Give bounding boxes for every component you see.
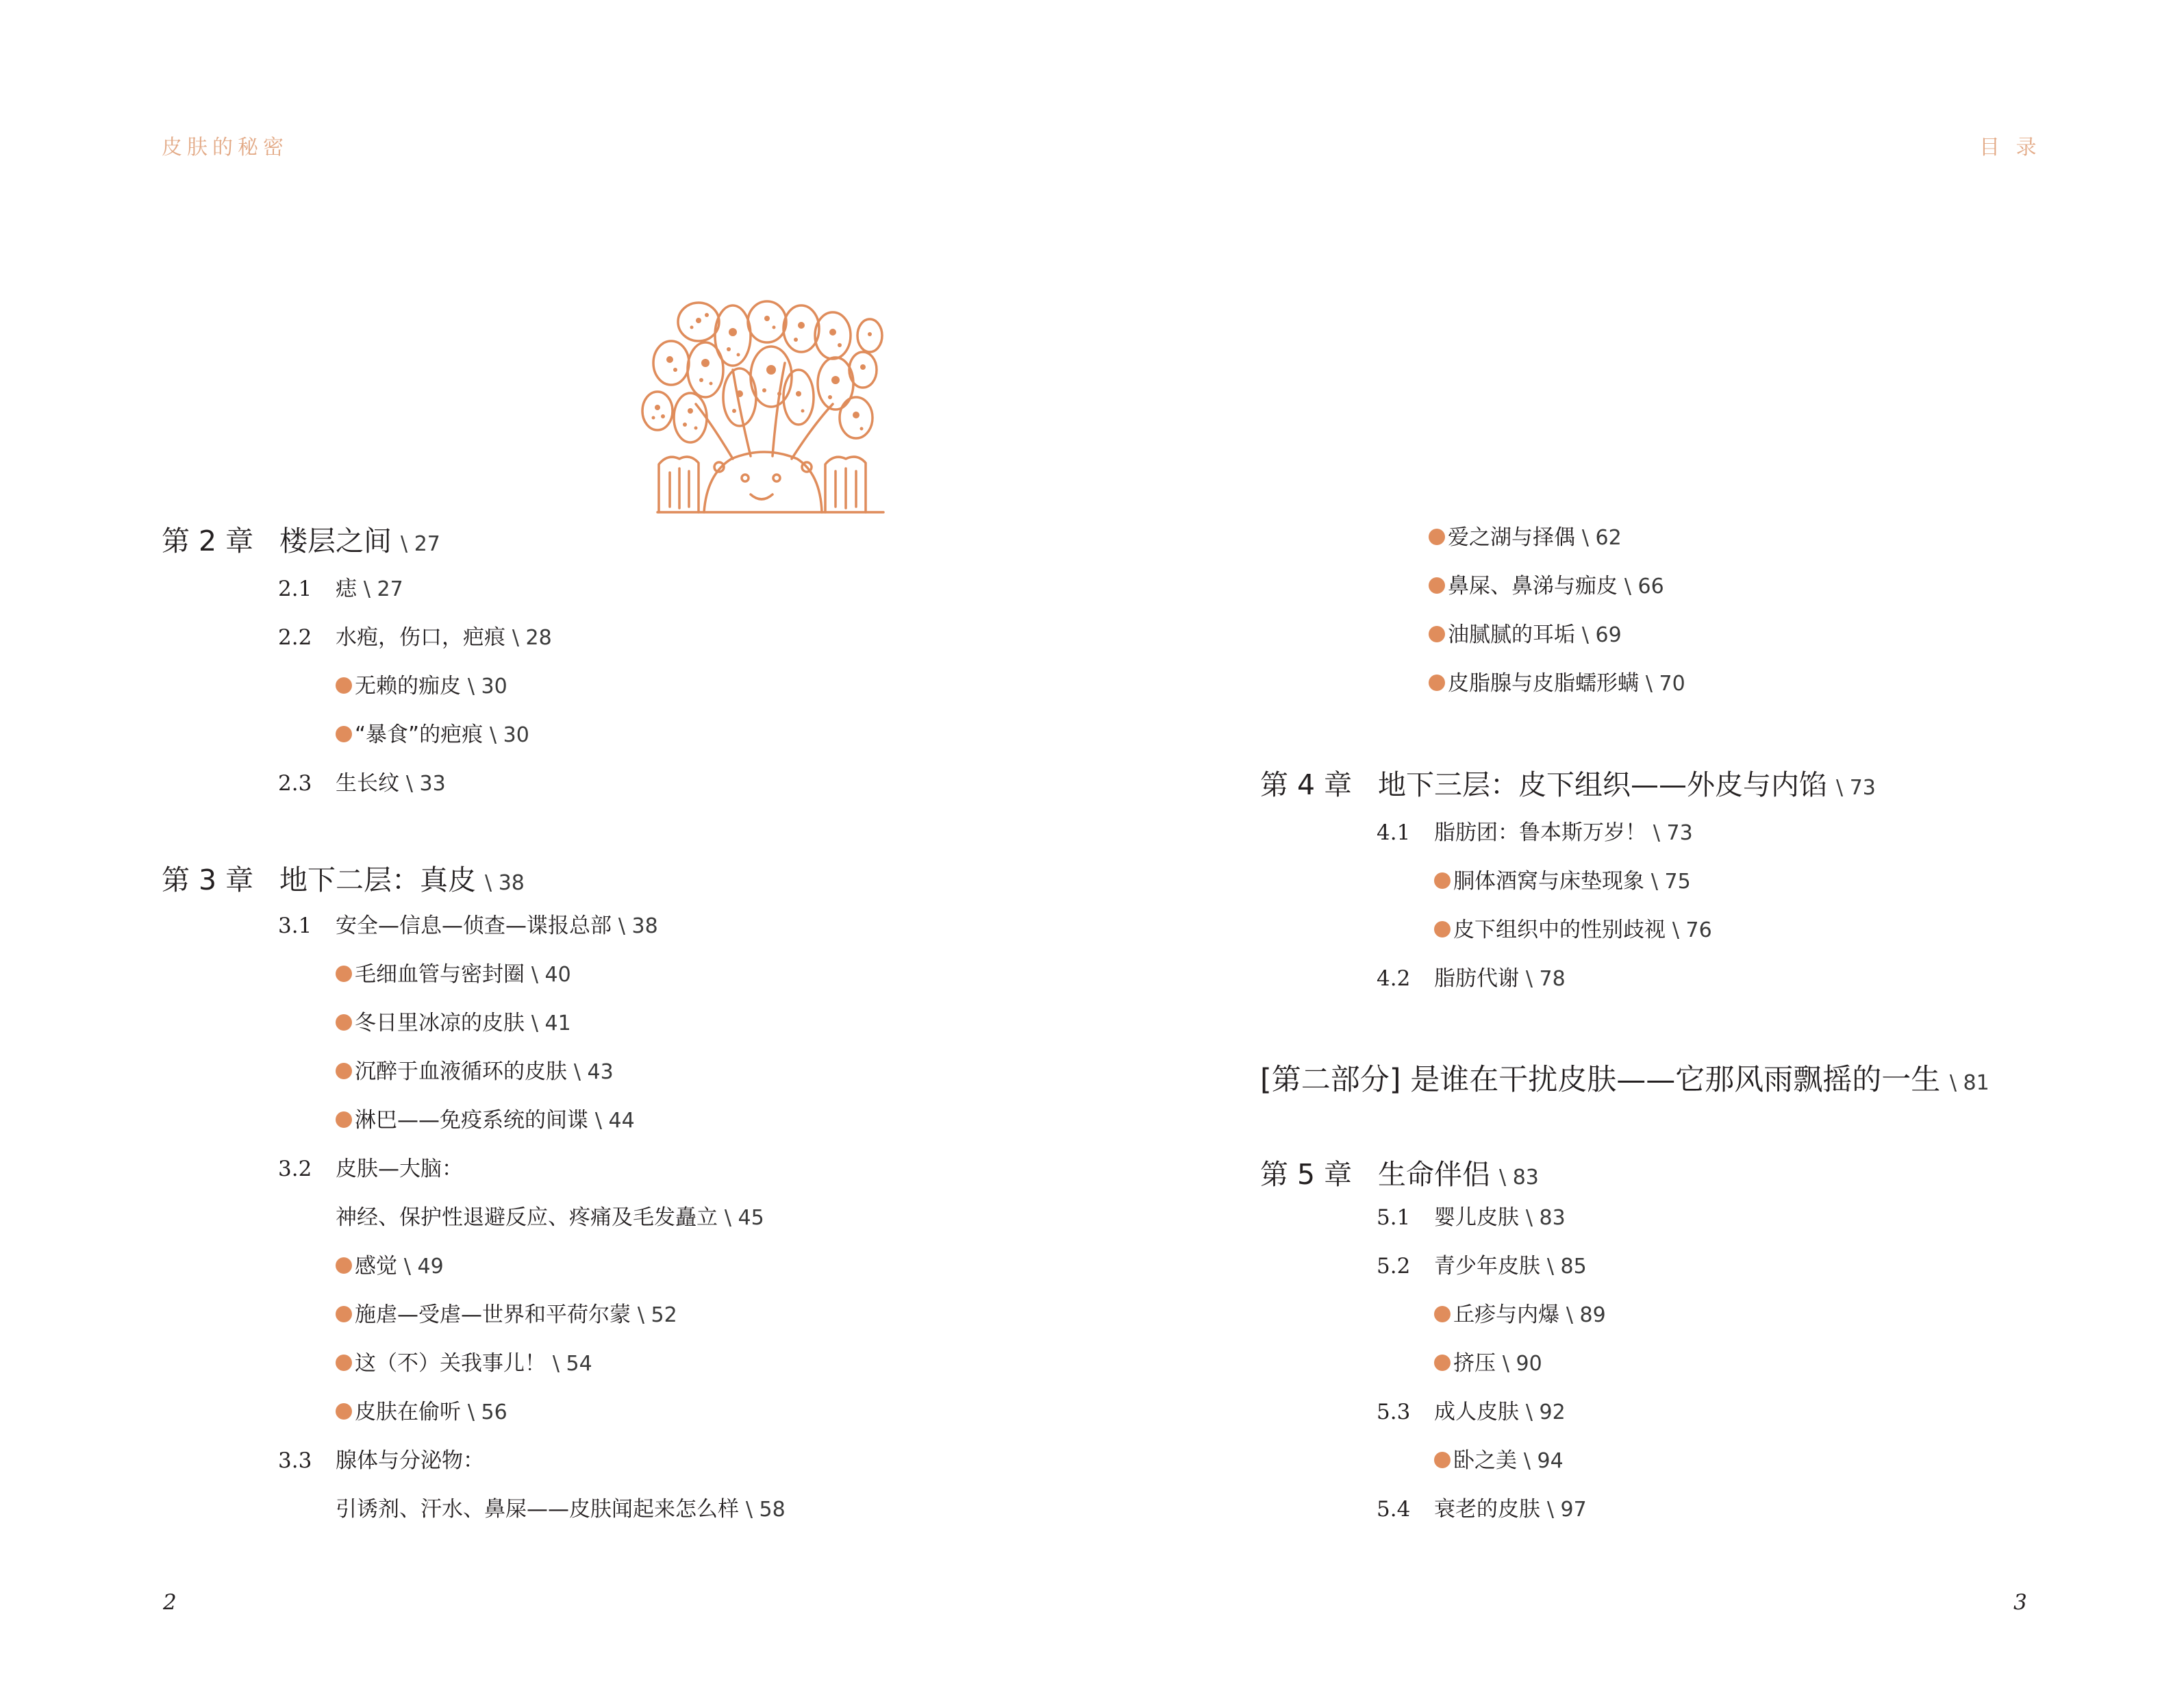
entry-title: 皮肤在偷听 bbox=[355, 1400, 461, 1424]
bullet-dot-icon bbox=[1429, 529, 1445, 545]
entry-title: 卧之美 bbox=[1453, 1448, 1517, 1473]
bullet-dot-icon bbox=[1434, 1355, 1451, 1371]
entry-title: 成人皮肤 bbox=[1434, 1400, 1519, 1424]
toc-section[interactable] bbox=[1377, 958, 1924, 999]
page-number: \ 41 bbox=[531, 1011, 571, 1035]
page-number: \ 28 bbox=[512, 626, 552, 650]
skin-cells-creature-illustration bbox=[630, 294, 897, 520]
toc-subsection[interactable] bbox=[336, 1246, 883, 1287]
bullet-dot-icon bbox=[1434, 1452, 1451, 1468]
toc-chapter-heading[interactable] bbox=[1260, 764, 2013, 805]
page-number: \ 38 bbox=[618, 914, 658, 938]
bullet-dot-icon bbox=[336, 966, 352, 982]
page-number: \ 38 bbox=[485, 871, 525, 895]
entry-title: 引诱剂、汗水、鼻屎——皮肤闻起来怎么样 bbox=[336, 1497, 739, 1522]
entry-title: 丘疹与内爆 bbox=[1453, 1302, 1559, 1327]
part-label: [第二部分] bbox=[1260, 1063, 1401, 1097]
right-page-number: 3 bbox=[2013, 1590, 2027, 1615]
toc-subsection[interactable] bbox=[336, 1343, 883, 1384]
chapter-label: 第 2 章 bbox=[162, 525, 254, 557]
toc-section[interactable] bbox=[278, 568, 826, 609]
entry-title: 青少年皮肤 bbox=[1434, 1254, 1540, 1279]
section-number: 2.3 bbox=[278, 771, 312, 796]
bullet-dot-icon bbox=[1434, 921, 1451, 937]
entry-title: 皮脂腺与皮脂蠕形螨 bbox=[1448, 671, 1639, 696]
bullet-dot-icon bbox=[336, 1014, 352, 1031]
bullet-dot-icon bbox=[336, 1111, 352, 1128]
toc-section[interactable] bbox=[1377, 1246, 1924, 1287]
page-number: \ 54 bbox=[552, 1352, 592, 1376]
page-number: \ 73 bbox=[1653, 821, 1693, 845]
page-number: \ 75 bbox=[1650, 870, 1691, 894]
bullet-dot-icon bbox=[336, 1257, 352, 1274]
page-number: \ 83 bbox=[1525, 1206, 1566, 1230]
bullet-dot-icon bbox=[1429, 626, 1445, 642]
toc-section[interactable] bbox=[278, 1148, 826, 1190]
entry-title: 爱之湖与择偶 bbox=[1448, 525, 1575, 550]
page-number: \ 94 bbox=[1523, 1449, 1564, 1473]
page-number: \ 66 bbox=[1624, 575, 1664, 599]
entry-title: 婴儿皮肤 bbox=[1434, 1205, 1519, 1230]
toc-section[interactable] bbox=[1377, 1392, 1924, 1433]
toc-chapter-heading[interactable] bbox=[162, 859, 778, 901]
section-number: 3.3 bbox=[278, 1448, 312, 1473]
chapter-label: 第 3 章 bbox=[162, 864, 254, 896]
toc-chapter-heading[interactable] bbox=[1260, 1154, 1945, 1195]
entry-title: 腺体与分泌物： bbox=[336, 1448, 484, 1473]
entry-title: 施虐—受虐—世界和平荷尔蒙 bbox=[355, 1302, 631, 1327]
chapter-title: 楼层之间 bbox=[279, 525, 392, 557]
section-number: 3.1 bbox=[278, 914, 312, 938]
entry-title: 痣 bbox=[336, 577, 357, 601]
bullet-dot-icon bbox=[336, 726, 352, 742]
entry-title: 淋巴——免疫系统的间谍 bbox=[355, 1108, 588, 1133]
page-number: \ 30 bbox=[467, 675, 507, 699]
toc-subsection[interactable] bbox=[1434, 1343, 1982, 1384]
page-number: \ 73 bbox=[1836, 776, 1876, 800]
toc-chapter-heading[interactable] bbox=[162, 520, 778, 562]
entry-title: 沉醉于血液循环的皮肤 bbox=[355, 1059, 567, 1084]
page-number: \ 27 bbox=[363, 577, 403, 601]
entry-title: 胴体酒窝与床垫现象 bbox=[1453, 869, 1644, 894]
page-number: \ 92 bbox=[1525, 1400, 1566, 1424]
section-number: 4.1 bbox=[1377, 820, 1411, 845]
entry-title: 皮下组织中的性别歧视 bbox=[1453, 918, 1666, 942]
entry-title: 脂肪团：鲁本斯万岁！ bbox=[1434, 820, 1646, 845]
bullet-dot-icon bbox=[1434, 872, 1451, 889]
section-number: 2.2 bbox=[278, 625, 312, 650]
toc-subsection[interactable] bbox=[336, 666, 883, 707]
entry-title: 这（不）关我事儿！ bbox=[355, 1351, 546, 1376]
section-number: 5.1 bbox=[1377, 1205, 1411, 1230]
page-number: \ 76 bbox=[1672, 918, 1712, 942]
page-number: \ 70 bbox=[1645, 672, 1685, 696]
page-number: \ 90 bbox=[1502, 1352, 1542, 1376]
chapter-title: 地下二层：真皮 bbox=[279, 864, 476, 896]
entry-title: 无赖的痂皮 bbox=[355, 674, 461, 699]
toc-subsection[interactable] bbox=[1434, 861, 1982, 902]
page-number: \ 83 bbox=[1499, 1166, 1539, 1190]
toc-subsection[interactable] bbox=[336, 1392, 883, 1433]
toc-subsection[interactable] bbox=[336, 714, 883, 755]
toc-subsection[interactable] bbox=[336, 1100, 883, 1141]
entry-title: 油腻腻的耳垢 bbox=[1448, 622, 1575, 647]
toc-subsection[interactable] bbox=[336, 1294, 883, 1335]
chapter-title: 地下三层：皮下组织——外皮与内馅 bbox=[1378, 768, 1827, 801]
section-number: 4.2 bbox=[1377, 966, 1411, 991]
bullet-dot-icon bbox=[336, 1355, 352, 1371]
toc-subsection[interactable] bbox=[336, 954, 883, 995]
entry-title: 生长纹 bbox=[336, 771, 399, 796]
page-number: \ 52 bbox=[637, 1303, 677, 1327]
toc-section[interactable] bbox=[278, 763, 826, 804]
entry-title: 安全—信息—侦查—谍报总部 bbox=[336, 914, 612, 938]
entry-title: 皮肤—大脑： bbox=[336, 1157, 463, 1181]
entry-title: 冬日里冰凉的皮肤 bbox=[355, 1011, 525, 1035]
part-title: 是谁在干扰皮肤——它那风雨飘摇的一生 bbox=[1410, 1063, 1941, 1097]
page-number: \ 56 bbox=[467, 1400, 507, 1424]
toc-subsection[interactable] bbox=[1429, 566, 1976, 607]
bullet-dot-icon bbox=[336, 1403, 352, 1420]
toc-subsection[interactable] bbox=[1429, 663, 1976, 704]
toc-subsection[interactable] bbox=[336, 1197, 952, 1238]
page-number: \ 40 bbox=[531, 963, 571, 987]
page-number: \ 45 bbox=[724, 1206, 764, 1230]
left-running-title: 皮肤的秘密 bbox=[162, 136, 288, 160]
entry-title: 水疱，伤口，疤痕 bbox=[336, 625, 505, 650]
right-running-title: 目 录 bbox=[1979, 136, 2042, 160]
bullet-dot-icon bbox=[1429, 577, 1445, 594]
bullet-dot-icon bbox=[336, 1063, 352, 1079]
section-number: 3.2 bbox=[278, 1157, 312, 1181]
page-number: \ 69 bbox=[1581, 623, 1622, 647]
entry-title: 毛细血管与密封圈 bbox=[355, 962, 525, 987]
page-number: \ 30 bbox=[489, 723, 529, 747]
page-number: \ 97 bbox=[1546, 1498, 1587, 1522]
page-number: \ 85 bbox=[1546, 1255, 1587, 1279]
section-number: 5.3 bbox=[1377, 1400, 1411, 1424]
bullet-dot-icon bbox=[336, 1306, 352, 1322]
toc-subsection[interactable] bbox=[1434, 1294, 1982, 1335]
entry-title: 神经、保护性退避反应、疼痛及毛发矗立 bbox=[336, 1205, 718, 1230]
page-number: \ 58 bbox=[745, 1498, 786, 1522]
entry-title: 鼻屎、鼻涕与痂皮 bbox=[1448, 574, 1618, 599]
toc-section[interactable] bbox=[1377, 812, 1924, 853]
bullet-dot-icon bbox=[1429, 675, 1445, 691]
page-number: \ 43 bbox=[573, 1060, 614, 1084]
toc-part-heading[interactable] bbox=[1260, 1059, 2082, 1100]
toc-section[interactable] bbox=[1377, 1489, 1924, 1530]
toc-section[interactable] bbox=[278, 1440, 826, 1481]
entry-title: 感觉 bbox=[355, 1254, 397, 1279]
page-number: \ 33 bbox=[405, 772, 446, 796]
chapter-label: 第 5 章 bbox=[1260, 1158, 1353, 1191]
section-number: 2.1 bbox=[278, 577, 312, 601]
entry-title: 衰老的皮肤 bbox=[1434, 1497, 1540, 1522]
page-number: \ 78 bbox=[1525, 967, 1566, 991]
page-number: \ 49 bbox=[403, 1255, 444, 1279]
toc-subsection[interactable] bbox=[1429, 517, 1976, 558]
left-page-number: 2 bbox=[163, 1590, 177, 1615]
entry-title: “暴食”的疤痕 bbox=[355, 722, 484, 747]
toc-subsection[interactable] bbox=[336, 1051, 883, 1092]
bullet-dot-icon bbox=[336, 677, 352, 694]
section-number: 5.4 bbox=[1377, 1497, 1411, 1522]
page-number: \ 27 bbox=[401, 532, 440, 556]
entry-title: 脂肪代谢 bbox=[1434, 966, 1519, 991]
page-number: \ 81 bbox=[1949, 1071, 1990, 1095]
toc-section[interactable] bbox=[278, 617, 826, 658]
toc-section[interactable] bbox=[278, 905, 894, 946]
chapter-title: 生命伴侣 bbox=[1378, 1158, 1490, 1191]
toc-subsection[interactable] bbox=[1434, 909, 1982, 951]
entry-title: 挤压 bbox=[1453, 1351, 1496, 1376]
toc-section[interactable] bbox=[1377, 1197, 1924, 1238]
toc-subsection[interactable] bbox=[1429, 614, 1976, 655]
bullet-dot-icon bbox=[1434, 1306, 1451, 1322]
page-number: \ 44 bbox=[594, 1109, 635, 1133]
toc-subsection[interactable] bbox=[336, 1003, 883, 1044]
chapter-label: 第 4 章 bbox=[1260, 768, 1353, 801]
page-number: \ 89 bbox=[1566, 1303, 1606, 1327]
toc-subsection[interactable] bbox=[1434, 1440, 1982, 1481]
page-number: \ 62 bbox=[1581, 526, 1622, 550]
section-number: 5.2 bbox=[1377, 1254, 1411, 1279]
toc-subsection[interactable] bbox=[336, 1489, 952, 1530]
